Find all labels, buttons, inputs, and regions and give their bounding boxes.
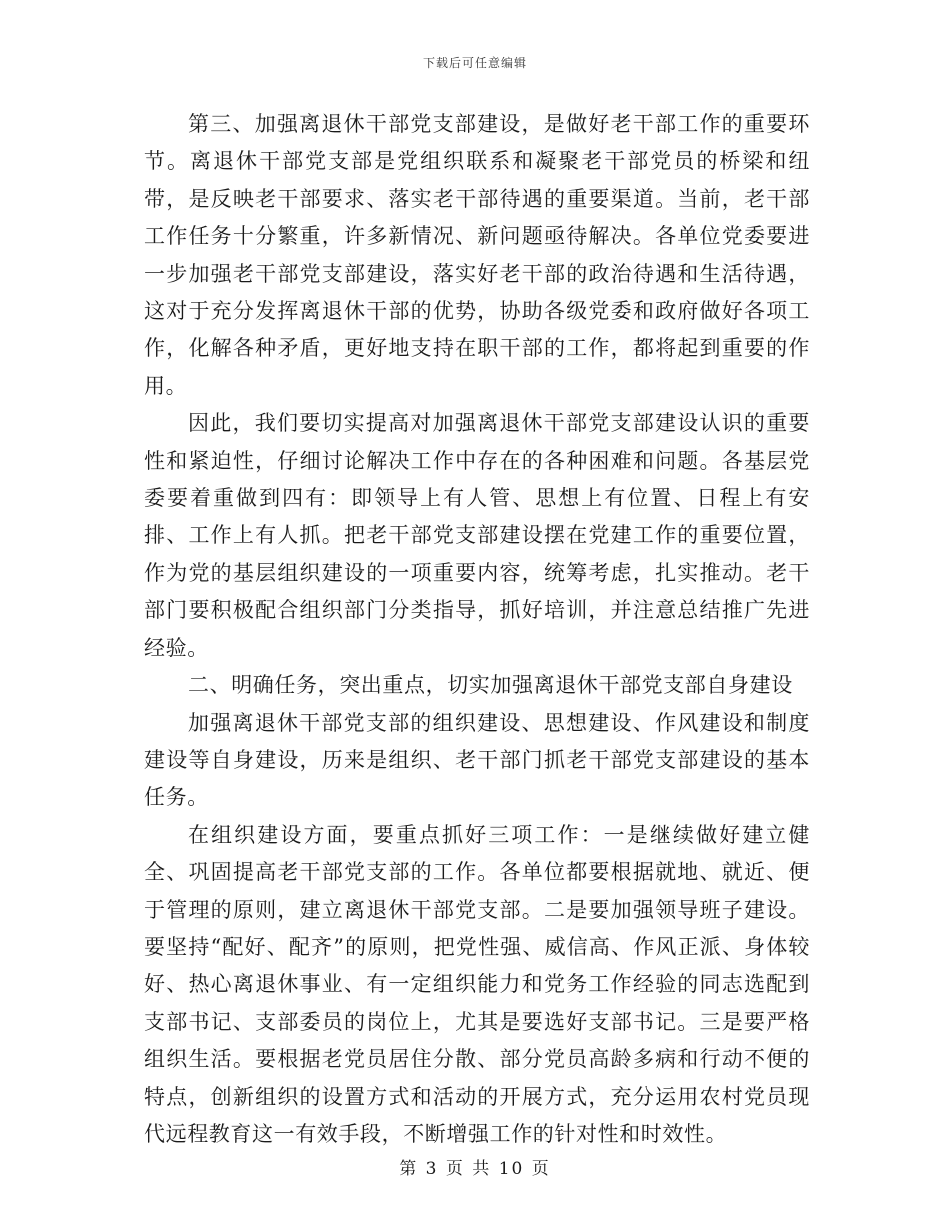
document-body — [144, 106, 810, 1153]
page-header-note: 下载后可任意编辑 — [422, 56, 527, 70]
paragraph-four-haves: 因此，我们要切实提高对加强离退休干部党支部建设认识的重要性和紧迫性，仔细讨论解决工作中存在的各种困难和问题。各基层党委要着重做到四有：即领导上有人管、思想上有位置、日程上有安排、工作上有人抓。把老干部党支部建设摆在党建工作的重要位置，作为党的基层组织建设的一项重要内容，统筹考虑，扎实推动。老干部门要积极配合组织部门分类指导，抓好培训，并注意总结推广先进经验。 — [144, 411, 810, 660]
section-heading-two: 二、明确任务，突出重点，切实加强离退休干部党支部自身建设 — [188, 673, 793, 698]
paragraph-self-building: 加强离退休干部党支部的组织建设、思想建设、作风建设和制度建设等自身建设，历来是组织、老干部门抓老干部党支部建设的基本任务。 — [144, 710, 810, 810]
paragraph-organization-building: 在组织建设方面，要重点抓好三项工作：一是继续做好建立健全、巩固提高老干部党支部的工作。各单位都要根据就地、就近、便于管理的原则，建立离退休干部党支部。二是要加强领导班子建设。要坚持“配好、配齐”的原则，把党性强、威信高、作风正派、身体较好、热心离退休事业、有一定组织能力和党务工作经验的同志选配到支部书记、支部委员的岗位上，尤其是要选好支部书记。三是要严格组织生活。要根据老党员居住分散、部分党员高龄多病和行动不便的特点，创新组织的设置方式和活动的开展方式，充分运用农村党员现代远程教育这一有效手段，不断增强工作的针对性和时效性。 — [144, 822, 810, 1146]
page-number-footer: 第 3 页 共 10 页 — [399, 1159, 551, 1179]
paragraph-branch-importance: 第三、加强离退休干部党支部建设，是做好老干部工作的重要环节。离退休干部党支部是党组织联系和凝聚老干部党员的桥梁和纽带，是反映老干部要求、落实老干部待遇的重要渠道。当前，老干部工作任务十分繁重，许多新情况、新问题亟待解决。各单位党委要进一步加强老干部党支部建设，落实好老干部的政治待遇和生活待遇，这对于充分发挥离退休干部的优势，协助各级党委和政府做好各项工作，化解各种矛盾，更好地支持在职干部的工作，都将起到重要的作用。 — [144, 112, 810, 398]
